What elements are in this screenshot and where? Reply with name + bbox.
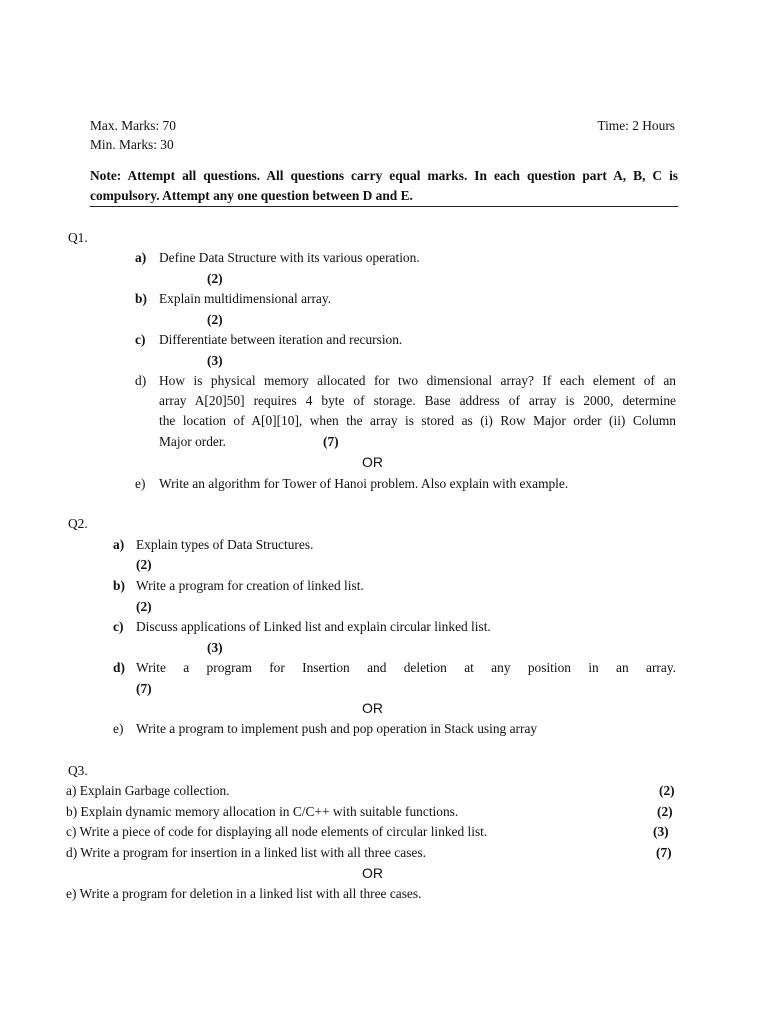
q1-a-label: a) <box>135 250 147 265</box>
note-line-1: Note: Attempt all questions. All questions carry equal marks. In each question part A, B, C is <box>90 168 678 183</box>
max-marks: Max. Marks: 70 <box>90 118 176 133</box>
q3-or: OR <box>362 865 383 881</box>
time-allowed: Time: 2 Hours <box>597 118 675 133</box>
q3-e-text: e) Write a program for deletion in a linked list with all three cases. <box>66 886 422 901</box>
q3-a-text: a) Explain Garbage collection. <box>66 783 230 798</box>
q1-a-marks: (2) <box>207 271 223 286</box>
q1-b-text: Explain multidimensional array. <box>159 291 332 306</box>
q2-a-label: a) <box>113 537 125 552</box>
q1-title: Q1. <box>68 230 88 245</box>
q2-c-text: Discuss applications of Linked list and explain circular linked list. <box>136 619 491 634</box>
q2-e-label: e) <box>113 721 124 736</box>
q1-c-text: Differentiate between iteration and recursion. <box>159 332 403 347</box>
q1-e-text: Write an algorithm for Tower of Hanoi problem. Also explain with example. <box>159 476 569 491</box>
q3-c-marks: (3) <box>653 824 669 839</box>
min-marks: Min. Marks: 30 <box>90 137 174 152</box>
q2-c-marks: (3) <box>207 640 223 655</box>
q1-b-label: b) <box>135 291 147 306</box>
q1-d-line-3: the location of A[0][10], when the array is stored as (i) Row Major order (ii) Column <box>159 413 676 428</box>
q2-c-label: c) <box>113 619 124 634</box>
q2-b-label: b) <box>113 578 125 593</box>
q2-title: Q2. <box>68 516 88 531</box>
q3-a-marks: (2) <box>659 783 675 798</box>
q3-d-text: d) Write a program for insertion in a linked list with all three cases. <box>66 845 426 860</box>
q1-d-line-1: How is physical memory allocated for two dimensional array? If each element of an <box>159 373 676 388</box>
q1-d-line-4: Major order. <box>159 434 226 449</box>
note-divider <box>90 206 678 207</box>
q1-d-marks: (7) <box>323 434 339 449</box>
q3-b-text: b) Explain dynamic memory allocation in C/C++ with suitable functions. <box>66 804 459 819</box>
q3-b-marks: (2) <box>657 804 673 819</box>
note-line-2: compulsory. Attempt any one question between D and E. <box>90 188 413 203</box>
q3-title: Q3. <box>68 763 88 778</box>
q2-or: OR <box>362 700 383 716</box>
q2-a-marks: (2) <box>136 557 152 572</box>
q2-d-marks: (7) <box>136 681 152 696</box>
q1-a-text: Define Data Structure with its various operation. <box>159 250 420 265</box>
q2-b-marks: (2) <box>136 599 152 614</box>
q3-d-marks: (7) <box>656 845 672 860</box>
q1-e-label: e) <box>135 476 146 491</box>
q1-or: OR <box>362 454 383 470</box>
q2-a-text: Explain types of Data Structures. <box>136 537 314 552</box>
q1-d-line-2: array A[20]50] requires 4 byte of storage. Base address of array is 2000, determine <box>159 393 676 408</box>
q1-c-label: c) <box>135 332 146 347</box>
q2-d-text: Write a program for Insertion and deletion at any position in an array. <box>136 660 676 675</box>
q3-c-text: c) Write a piece of code for displaying all node elements of circular linked list. <box>66 824 488 839</box>
q1-d-label: d) <box>135 373 147 388</box>
q2-b-text: Write a program for creation of linked list. <box>136 578 364 593</box>
q2-d-label: d) <box>113 660 125 675</box>
q1-c-marks: (3) <box>207 353 223 368</box>
q1-b-marks: (2) <box>207 312 223 327</box>
q2-e-text: Write a program to implement push and pop operation in Stack using array <box>136 721 538 736</box>
